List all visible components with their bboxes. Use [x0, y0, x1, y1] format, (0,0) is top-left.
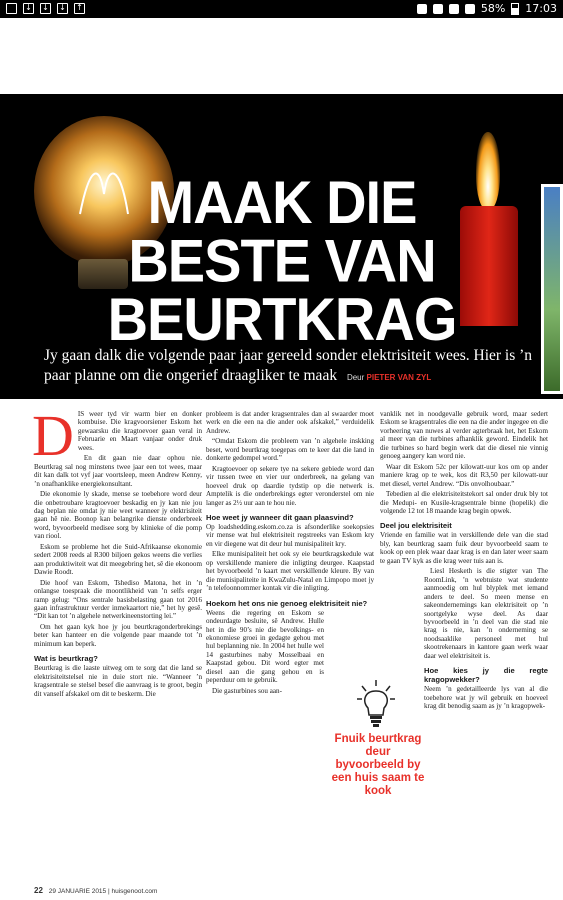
- paragraph: Om het gaan kyk hoe jy jou beurtkragonderbrekings beter kan hanteer en die volgende paar maande tot ’n minimum kan beperk.: [34, 622, 202, 648]
- article-column-1: [32, 403, 202, 700]
- download-icon: ↓: [40, 3, 51, 14]
- paragraph: Beurtkrag is die laaste uitweg om te sorg dat die land se elektrisiteitstelsel nie in duie stort nie. “Wanneer ’n kragsentrale se stelsel besef die aanvraag is te groot, begin dit vanself afskakel om dit te beskerm. Die: [34, 664, 202, 698]
- article-column-3: [380, 410, 548, 713]
- clock: 17:03: [525, 2, 557, 15]
- byline: [347, 373, 431, 382]
- light-bulb-icon: [356, 678, 396, 730]
- section-heading: Hoe weet jy wanneer dit gaan plaasvind?: [206, 512, 354, 522]
- article-standfirst: [44, 346, 544, 388]
- paragraph: Liesl Hesketh is die stigter van The RoomLink, ’n webtuiste wat studente aanmoedig om hul blyplek met iemand anders te deel. So meen mense en sakeondernemings kan elektrisiteit op ’n soortgelyke wyse deel. As daar byvoorbeeld in ’n deel van die stad nie krag is nie, kan ’n onderneming se noodsaaklike personeel met hul skootrekenaars in kantore gaan werk waar daar wel elektrisiteit is.: [424, 567, 548, 660]
- status-bar: [0, 0, 563, 18]
- system-icons: [417, 2, 557, 15]
- hero-banner: [0, 94, 563, 399]
- image-notification-icon: [6, 3, 17, 14]
- signal-icon: [465, 4, 475, 14]
- pull-quote: Fnuik beurtkrag deur byvoorbeeld by een huis saam te kook: [331, 733, 425, 797]
- paragraph: vanklik net in noodgevalle gebruik word, maar sedert Eskom se kragsentrales die een na die ander ingegee en die vorheering van nuwes al verder agterbraak het, het Eskom al meer van die turbines afhanklik geword. Eindelik het die turbines so hard begin werk dat die diesel nie vinnig genoeg aangery kan word nie.: [380, 410, 548, 461]
- issue-date: 29 JANUARIE 2015: [48, 888, 107, 895]
- paragraph: IS weer tyd vir warm bier en donker kombuise. Die kragvoorsiener Eskom het gewaarsku die kragtoevoer gaan veral in Februarie en Maart vanjaar onder druk wees.: [77, 410, 202, 452]
- title-line: BEURTKRAG: [107, 284, 457, 353]
- website: huisgenoot.com: [111, 888, 158, 895]
- paragraph: Die ekonomie ly skade, mense se toebehore word deur die onbetroubare kragtoevoer beskadig en jy kan nie jou dag beplan nie omdat jy nie weet wanneer jy elektrisiteit gaan hê nie. Boonop kan belangrike dienste onderbreek word, byvoorbeeld medisee sorg by klinieke of die pomp van riool.: [34, 490, 202, 541]
- article-column-2: [206, 410, 374, 697]
- paragraph: Op loadshedding.eskom.co.za is afsonderlike soekopsies vir mense wat hul elektrisiteit regstreeks van Eskom kry en vir diegene wat dit deur hul munisipaliteit kry.: [206, 522, 374, 548]
- paragraph: Eskom se probleme het die Suid-Afrikaanse ekonomie sedert 2008 reeds al R300 biljoen gekos weens die verlies aan produktiwiteit wat dit meegebring het, sê die ekonoom Dawie Roodt.: [34, 542, 202, 577]
- article-title: [92, 168, 472, 353]
- download-icon: ↓: [23, 3, 34, 14]
- wifi-icon: [449, 4, 459, 14]
- download-icon: ↓: [57, 3, 68, 14]
- paragraph: Vriende en familie wat in verskillende dele van die stad bly, kan beurtkrag saam fuik deur byvoorbeeld saam te kook op een plek waar daar krag is en dan later weer saam te gaan TV kyk as die krag weer tuis aan is.: [380, 531, 548, 565]
- battery-percent: 58%: [480, 2, 506, 15]
- byline-prefix: Deur: [346, 373, 365, 382]
- paragraph: Kragtoevoer op sekere tye na sekere gebiede word dan vir tussen twee en vier uur onderbreek, na gelang van hoeveel druk op daardie tydstip op die netwerk is. Amptelik is die onderbrekings egter veronderstel om nie langer as 2½ uur aan te hou nie.: [206, 464, 374, 507]
- paragraph: Die gasturbines sou aan-: [212, 686, 282, 695]
- battery-icon: [511, 3, 519, 15]
- section-heading: Wat is beurtkrag?: [34, 654, 98, 664]
- notification-icons: [6, 3, 85, 14]
- section-heading: Hoe kies jy die regte kragopwekker?: [424, 666, 548, 685]
- sim-icon: [417, 4, 427, 14]
- magazine-page[interactable]: [0, 18, 563, 900]
- paragraph: Neem ’n gedetailleerde lys van al die toebehore wat jy wil gebruik en hoeveel krag dit benodig saam as jy ’n kragopwek-: [424, 685, 548, 711]
- paragraph: probleem is dat ander kragsentrales dan al swaarder moet werk en die een na die ander ook afskakel,” verduidelik Andrew.: [206, 410, 374, 435]
- paragraph: Weens die regering en Eskom se ondeurdagte besluite, sê Andrew. Hulle het in die 90’s nie die bevolkings- en ekonomiese groei in gedagte gehou met hul beplanning nie. In 2004 het hulle wel 14 gasturbines naby Mosselbaai en Kaapstad gebou. Dit word egter met diesel aan die gang gehou en is peperduur om te gebruik.: [206, 608, 324, 685]
- paragraph: Die hoof van Eskom, Tshediso Matona, het in ’n onlangse toespraak die moontlikheid van ’n selfs erger ramp gelug: “Ons sentrale basisbelasting gaan tot 2016 gaan infrastruktuur verder inmekaartort nie,” het hy gesê. “Dit kan tot ’n algehele netwerkineenstorting lei.”: [34, 578, 202, 621]
- paragraph: Waar dit Eskom 52c per kilowatt-uur kos om op ander maniere krag op te wek, kos dit R3,50 per kilowatt-uur met diesel, vertel Andrew. “Dis onvolhoubaar.”: [380, 462, 548, 488]
- page-footer: 22 29 JANUARIE 2015 | huisgenoot.com: [34, 886, 158, 895]
- mute-icon: [433, 4, 443, 14]
- paragraph: Tebedien al die elektrisiteitstekort sal onder druk bly tot die Medupi- en Kusile-kragsentrale binne (hopelik) die volgende 12 tot 18 maande krag begin opwek.: [380, 490, 548, 515]
- paragraph: “Omdat Eskom die probleem van ’n algehele inskking beset, word beurtkrag toegepas om te keer dat die land in donkerte gedompel word.”: [206, 437, 374, 463]
- candle-flame-image: [476, 132, 500, 210]
- section-heading: Deel jou elektrisiteit: [380, 521, 452, 531]
- drop-cap: D: [32, 403, 74, 468]
- section-heading: Hoekom het ons nie genoeg elektrisiteit nie?: [206, 598, 368, 608]
- upload-icon: ↑: [74, 3, 85, 14]
- author-name: PIETER VAN ZYL: [366, 373, 432, 382]
- page-number: 22: [34, 886, 43, 895]
- paragraph: Elke munisipaliteit het ook sy eie beurtkragskedule wat op verskillende maniere die inligting deurgee. Kaapstad het byvoorbeeld ’n kaart met verskillende kleure. By van die munisipaliteite in KwaZulu-Natal en Limpopo moet jy ’n telefoonnommer kontak vir die inligting.: [206, 550, 374, 593]
- title-line: BESTE VAN: [128, 226, 436, 295]
- paragraph: En dit gaan nie daar ophou nie. Beurtkrag sal nog minstens twee jaar een tot wees, maar dit kan dalk tot vyf jaar voortsleep, meen Andrew Kenny, ’n onafhanklike energiekonsultant.: [34, 454, 202, 488]
- title-line: MAAK DIE: [147, 168, 417, 237]
- page-edge-photo: [541, 184, 563, 394]
- standfirst-text: Jy gaan dalk die volgende paar jaar gereeld sonder elektrisiteit wees. Hier is ’n paar planne om die ongerief draagliker te maak: [44, 347, 533, 384]
